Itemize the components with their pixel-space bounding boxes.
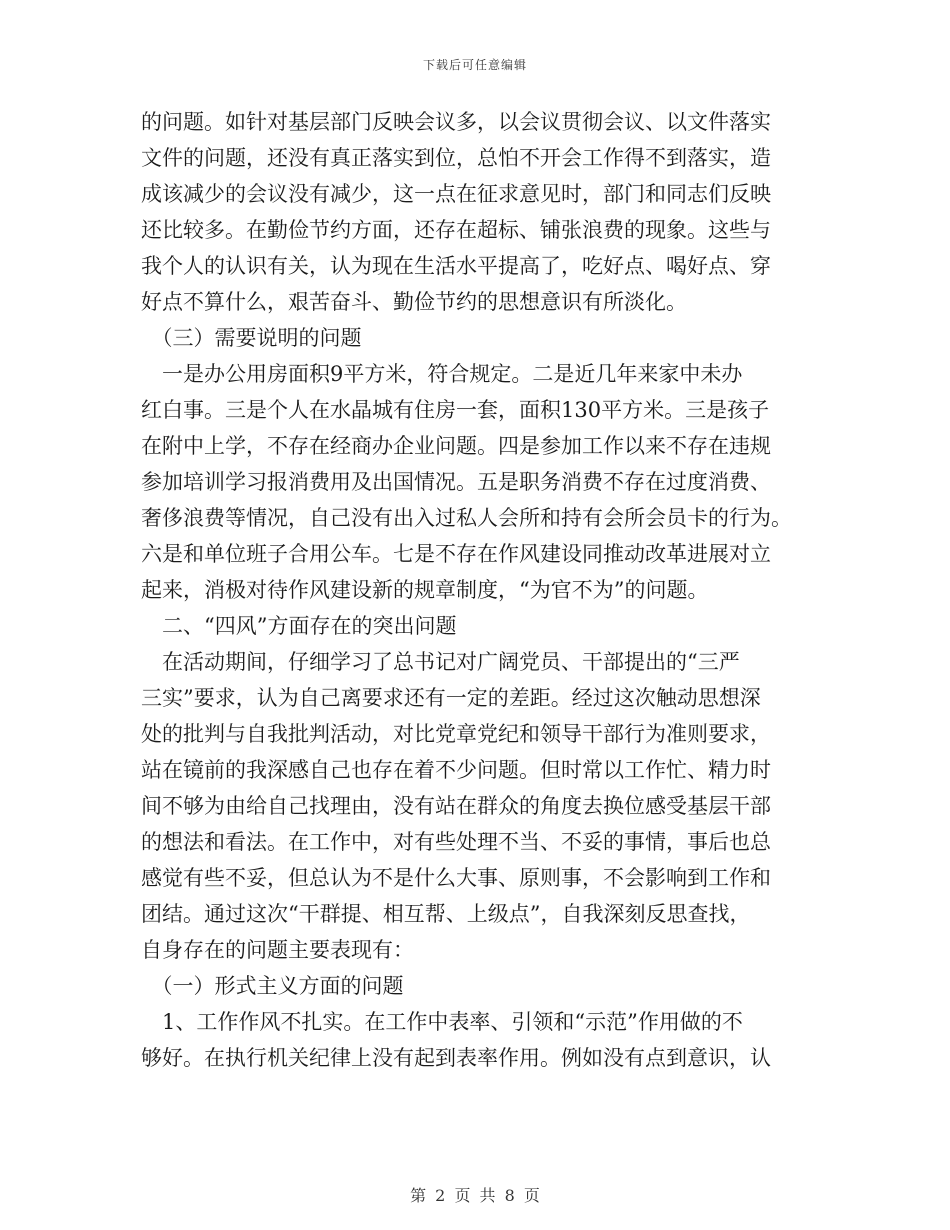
- text-line: 处的批判与自我批判活动，对比党章党纪和领导干部行为准则要求，: [141, 722, 771, 746]
- section-heading: （三）需要说明的问题: [141, 326, 362, 350]
- text-line: 的问题。如针对基层部门反映会议多，以会议贯彻会议、以文件落实: [141, 110, 771, 134]
- text-line: 在活动期间，仔细学习了总书记对广阔党员、干部提出的“三严: [141, 650, 740, 674]
- text-line: 在附中上学，不存在经商办企业问题。四是参加工作以来不存在违规: [141, 434, 771, 458]
- document-body: [141, 104, 821, 1076]
- text-line: 还比较多。在勤俭节约方面，还存在超标、铺张浪费的现象。这些与: [141, 218, 771, 242]
- text-line: 红白事。三是个人在水晶城有住房一套，面积130平方米。三是孩子: [141, 398, 770, 422]
- text-line: 站在镜前的我深感自己也存在着不少问题。但时常以工作忙、精力时: [141, 758, 771, 782]
- text-line: 参加培训学习报消费用及出国情况。五是职务消费不存在过度消费、: [141, 470, 771, 494]
- text-line: 奢侈浪费等情况，自己没有出入过私人会所和持有会所会员卡的行为。: [141, 506, 792, 530]
- page-number: 第 2 页 共 8 页: [410, 1186, 540, 1205]
- text-line: 的想法和看法。在工作中，对有些处理不当、不妥的事情，事后也总: [141, 830, 771, 854]
- text-line: 三实”要求，认为自己离要求还有一定的差距。经过这次触动思想深: [141, 686, 761, 710]
- text-line: 好点不算什么，艰苦奋斗、勤俭节约的思想意识有所淡化。: [141, 290, 687, 314]
- text-line: 间不够为由给自己找理由，没有站在群众的角度去换位感受基层干部: [141, 794, 771, 818]
- text-line: 我个人的认识有关，认为现在生活水平提高了，吃好点、喝好点、穿: [141, 254, 771, 278]
- text-line: 六是和单位班子合用公车。七是不存在作风建设同推动改革进展对立: [141, 542, 771, 566]
- text-line: 文件的问题，还没有真正落实到位，总怕不开会工作得不到落实，造: [141, 146, 771, 170]
- text-line: 够好。在执行机关纪律上没有起到表率作用。例如没有点到意识，认: [141, 1046, 771, 1070]
- text-line: 自身存在的问题主要表现有：: [141, 938, 414, 962]
- text-line: 团结。通过这次“干群提、相互帮、上级点”，自我深刻反思查找，: [141, 902, 751, 926]
- text-line: 起来，消极对待作风建设新的规章制度，“为官不为”的问题。: [141, 578, 709, 602]
- text-line: 感觉有些不妥，但总认为不是什么大事、原则事，不会影响到工作和: [141, 866, 771, 890]
- text-line: 1、工作作风不扎实。在工作中表率、引领和“示范”作用做的不: [141, 1010, 743, 1034]
- page-header: 下载后可任意编辑: [422, 58, 527, 72]
- section-heading: （一）形式主义方面的问题: [141, 974, 404, 998]
- section-heading: 二、“四风”方面存在的突出问题: [141, 614, 457, 638]
- text-line: 一是办公用房面积9平方米，符合规定。二是近几年来家中未办: [141, 362, 743, 386]
- text-line: 成该减少的会议没有减少，这一点在征求意见时，部门和同志们反映: [141, 182, 771, 206]
